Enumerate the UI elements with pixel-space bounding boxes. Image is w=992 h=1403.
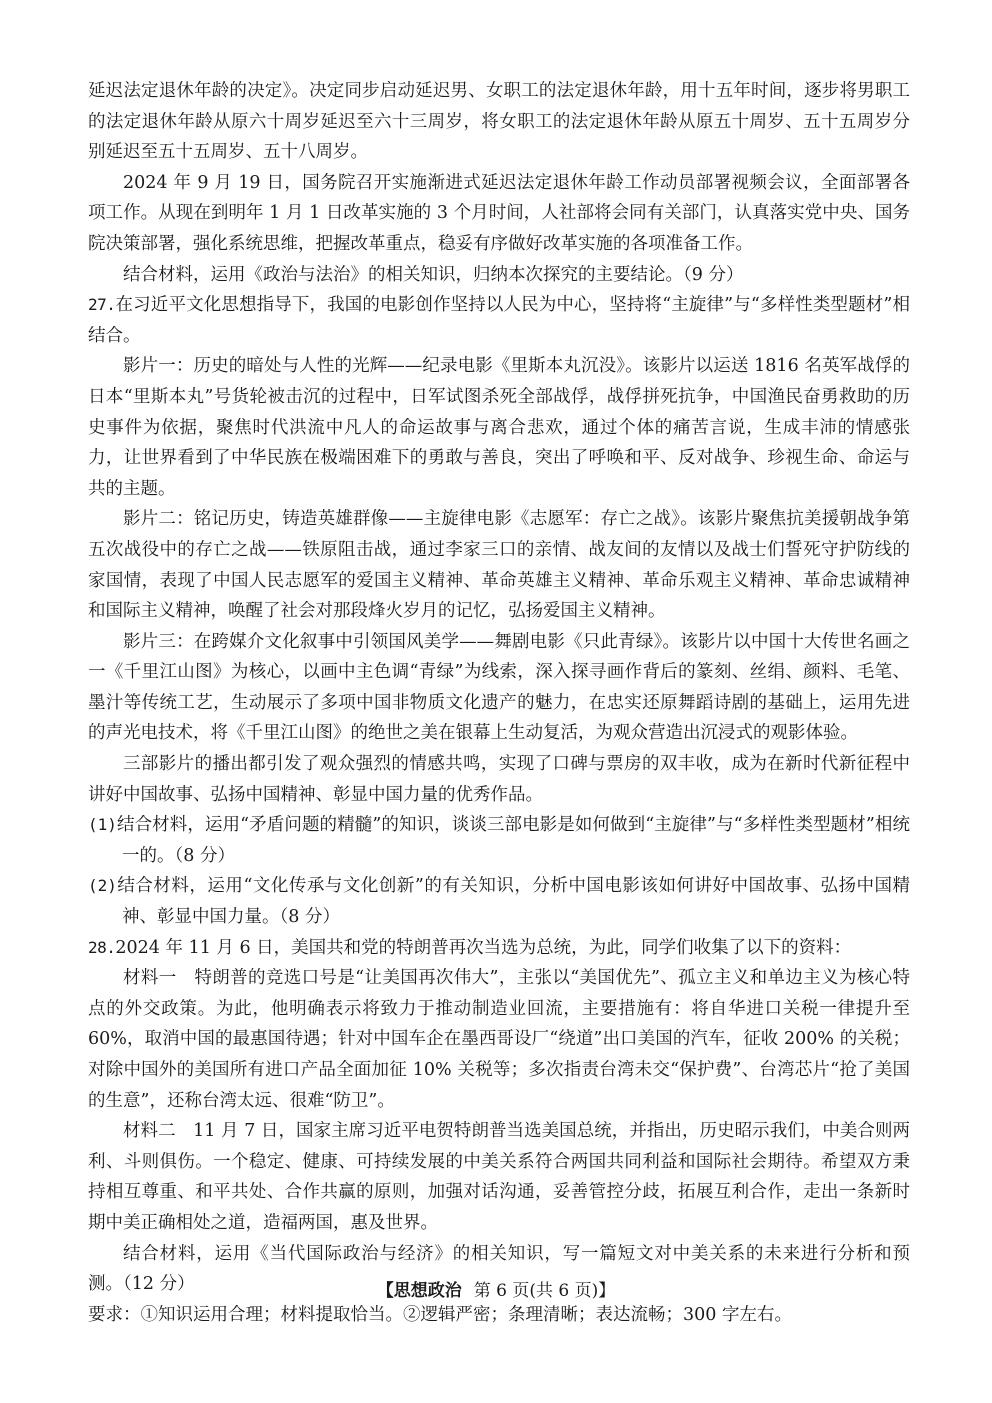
- question-27: [88, 290, 910, 932]
- q28-material-one: 材料一 特朗普的竞选口号是“让美国再次伟大”，主张以“美国优先”、孤立主义和单边主义为核心特点的外交政策。为此，他明确表示将致力于推动制造业回流，主要措施有：将自华进口关税一律提升至 60%，取消中国的最惠国待遇；针对中国车企在墨西哥设厂“绕道”出口美国的汽车，征收 200% 的关税；对除中国外的美国所有进口产品全面加征 10% 关税等；多次指责台湾未交“保护费”、台湾芯片“抢了美国的生意”，还称台湾太远、很难“防卫”。: [88, 968, 910, 1111]
- q27-subquestion-1: [88, 810, 910, 871]
- q26-task: 结合材料，运用《政治与法治》的相关知识，归纳本次探究的主要结论。（9 分）: [123, 264, 744, 285]
- question-28: [88, 933, 910, 1331]
- q27-film-three: 影片三：在跨媒介文化叙事中引领国风美学——舞剧电影《只此青绿》。该影片以中国十大传世名画之一《千里江山图》为核心，以画中主色调“青绿”为线索，深入探寻画作背后的篆刻、丝绢、颜料、毛笔、墨汁等传统工艺，生动展示了多项中国非物质文化遗产的魅力，在忠实还原舞蹈诗剧的基础上，运用先进的声光电技术，将《千里江山图》的绝世之美在银幕上生动复活，为观众营造出沉浸式的观影体验。: [88, 631, 910, 744]
- q27-film-two: 影片二：铭记历史，铸造英雄群像——主旋律电影《志愿军：存亡之战》。该影片聚焦抗美援朝战争第五次战役中的存亡之战——铁原阻击战，通过李家三口的亲情、战友间的友情以及战士们誓死守护防线的家国情，表现了中国人民志愿军的爱国主义精神、革命英雄主义精神、革命乐观主义精神、革命忠诚精神和国际主义精神，唤醒了社会对那段烽火岁月的记忆，弘扬爱国主义精神。: [88, 509, 910, 622]
- q28-number: 28.: [88, 937, 116, 957]
- q27-film-one: 影片一：历史的暗处与人性的光辉——纪录电影《里斯本丸沉没》。该影片以运送 1816 名英军战俘的日本“里斯本丸”号货轮被击沉的过程中，日军试图杀死全部战俘，战俘拼死抗争，中国渔民奋勇救助的历史事件为依据，聚焦时代洪流中凡人的命运故事与离合悲欢，通过个体的痛苦言说，生成丰沛的情感张力，让世界看到了中华民族在极端困难下的勇敢与善良，突出了呼唤和平、反对战争、珍视生命、命运与共的主题。: [88, 356, 910, 499]
- q27-sub2-label: (2): [88, 876, 117, 896]
- q27-stem-line: [88, 290, 910, 351]
- q27-subquestion-2: [88, 871, 910, 932]
- footer-subject: 【思想政治: [376, 1281, 462, 1301]
- page-content: [88, 76, 910, 1330]
- q28-stem-line: [88, 933, 910, 964]
- q27-summary: 三部影片的播出都引发了观众强烈的情感共鸣，实现了口碑与票房的双丰收，成为在新时代新征程中讲好中国故事、弘扬中国精神、彰显中国力量的优秀作品。: [88, 754, 910, 805]
- q28-requirement: 要求：①知识运用合理；材料提取恰当。②逻辑严密；条理清晰；表达流畅；300 字左右。: [88, 1304, 792, 1325]
- footer-page-number: 第 6 页(共 6 页)】: [473, 1281, 616, 1301]
- q26-material-meeting: 2024 年 9 月 19 日，国务院召开实施渐进式延迟法定退休年龄工作动员部署视频会议，全面部署各项工作。从现在到明年 1 月 1 日改革实施的 3 个月时间，人社部将会同有关部门，认真落实党中央、国务院决策部署，强化系统思维，把握改革重点，稳妥有序做好改革实施的各项准备工作。: [88, 172, 910, 254]
- q28-stem: 2024 年 11 月 6 日，美国共和党的特朗普再次当选为总统，为此，同学们收集了以下的资料：: [115, 937, 852, 958]
- q27-sub1-text: 结合材料，运用“矛盾问题的精髓”的知识，谈谈三部电影是如何做到“主旋律”与“多样性类型题材”相统一的。（8 分）: [116, 815, 910, 866]
- q27-stem: 在习近平文化思想指导下，我国的电影创作坚持以人民为中心，坚持将“主旋律”与“多样性类型题材”相结合。: [88, 295, 910, 346]
- q27-sub2-text: 结合材料，运用“文化传承与文化创新”的有关知识，分析中国电影该如何讲好中国故事、弘扬中国精神、彰显中国力量。（8 分）: [116, 876, 910, 928]
- q26-material-tail: 延迟法定退休年龄的决定》。决定同步启动延迟男、女职工的法定退休年龄，用十五年时间，逐步将男职工的法定退休年龄从原六十周岁延迟至六十三周岁，将女职工的法定退休年龄从原五十周岁、五十五周岁分别延迟至五十五周岁、五十八周岁。: [88, 81, 910, 163]
- q27-sub1-label: (1): [88, 815, 117, 835]
- page-footer: [0, 1279, 992, 1303]
- q28-material-two: 材料二 11 月 7 日，国家主席习近平电贺特朗普当选美国总统，并指出，历史昭示我们，中美合则两利、斗则俱伤。一个稳定、健康、可持续发展的中美关系符合两国共同利益和国际社会期待。希望双方秉持相互尊重、和平共处、合作共赢的原则，加强对话沟通，妥善管控分歧，拓展互利合作，走出一条新时期中美正确相处之道，造福两国，惠及世界。: [88, 1121, 910, 1233]
- q28-task: 结合材料，运用《当代国际政治与经济》的相关知识，写一篇短文对中美关系的未来进行分析和预测。（12 分）: [88, 1243, 910, 1295]
- q27-number: 27.: [88, 295, 116, 315]
